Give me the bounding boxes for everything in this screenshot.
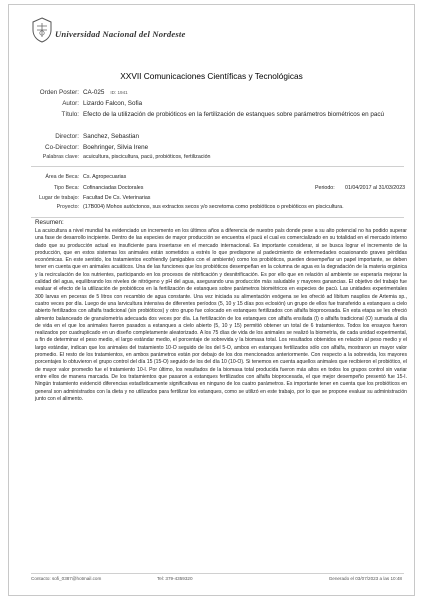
- proyecto-value: (17B004) Mohos autóctonos, sus extractos secos y/o secretoma como probióticos o prebióticos en piscicultura.: [83, 204, 344, 210]
- area-beca-value: Cs. Agropecuarias: [83, 174, 127, 180]
- orden-poster-label: Orden Poster:: [39, 89, 79, 96]
- codirector-value: Boehringer, Silvia Irene: [83, 144, 149, 151]
- resumen-text: La acuicultura a nivel mundial ha evidenciado un incremento en los últimos años a diferencia de nuestro país donde pese a su alto potencial no ha podido superar una fase de desarrollo incipiente. Dentro de las especies de mayor producción se encuentra el pacú el cual es comercializado en su totalidad en el mercado interno dado que su producción actual es insuficiente para insertarse en el mercado internacional. Es importante considerar, si se busca lograr el incremento de la producción, que en estos sistemas los animales están sometidos a estrés lo que predispone al padecimiento de enfermedades ocasionando graves pérdidas económicas. En este sentido, los tratamientos ecofriendly (amigables con el ambiente) como los probióticos, pueden desempeñar un papel importante, se deben tener en cuenta que en animales acuáticos. Una de las funciones que los probióticos desempeñan en la columna de agua es la degradación de la materia orgánica y la recirculación de los nutrientes, participando en los procesos de nitrificación y desnitrificación. Es por ello que en relación al ambiente se esperaría mejorar la calidad del agua, equilibrando los niveles de nitrógeno y pH del agua, asegurando una producción más saludable y mayores ganancias. El objetivo del trabajo fue evaluar el efecto de la utilización de probióticos en la fertilización de estanques sobre parámetros biométricos en especies de pacú. Las unidades experimentales 300 larvas en peceras de 5 litros con recambio de agua constante. Una vez iniciada su alimentación exógena se les ofreció ad libitum nauplios de Artemia sp., cuatro veces por día. Luego de una larvicultura intensiva de diferentes períodos (5, 10 y 15 días pos eclosión) un grupo de ellos fue transferido a estanques a cielo abierto fertilizados con alfalfa tradicional (sin probióticos) y otro grupo fue colocado en estanques fertilizados con alfalfa bioprocesada. En esta etapa se les ofreció alimento balanceado de granulometría adecuada dos veces por día. La fertilización de los estanques con alfalfa ensilada (I) o alfalfa tradicional (O) sumada al día de vida en el que los animales fueron pasados a estanques a cielo abierto (5, 10 y 15) permitió obtener un total de 6 tratamientos. Todos los ensayos fueron realizados por cuadruplicado en un diseño completamente aleatorizado. A los 75 días de vida de los animales se realizó la biometría, de cada unidad experimental, a fin de determinar el peso medio, el largo estándar medio, el porcentaje de sobrevida y la biomasa total. Los resultados obtenidos en relación al peso medio y el largo estándar, indican que los animales del tratamiento 10-O seguido de los del 5-O, ambos en estanques fertilizados sólo con alfalfa, mostraron un mayor valor promedio. El resto de los tratamientos, en ambos parámetros están por debajo de los dos mencionados anteriormente. Con respecto a la sobrevida, los mayores porcentajes lo obtuvieron el grupo control del día 15 (15-O) seguido de los del día 10 (10-O). Si tenemos en cuenta aquellos animales que recibieron el probiótico, el de mayor valor promedio fue el tratamiento 10-I. Por último, los resultados de la biomasa total producida fueron más altos en todos los grupos control sin variar entre ellos de manera marcada. De los tratamientos que pasaron a estanques fertilizados con alfalfa bioprocesada, el que mejor desempeño presentó fue 15-I. Ningún tratamiento evidenció diferencias estadísticamente significativas en ninguno de los cuatro parámetros. Es importante tener en cuenta que los probióticos en general son administrados con la dieta y no utilizados para fertilizar los estanques, como se utilizó en este trabajo, por lo que se propone evaluar su administración junto con el alimento.: [35, 228, 407, 402]
- lugar-trabajo-label: Lugar de trabajo:: [38, 195, 79, 201]
- director-label: Director:: [55, 133, 79, 140]
- footer-phone: Tel: 379-4359320: [157, 576, 193, 581]
- resumen-label: Resumen:: [35, 219, 64, 226]
- periodo-label: Periodo:: [315, 185, 335, 191]
- poster-page: [8, 4, 415, 596]
- tipo-beca-label: Tipo Beca:: [53, 185, 79, 191]
- director-value: Sanchez, Sebastian: [83, 133, 140, 140]
- orden-poster-value: [83, 89, 128, 96]
- area-beca-label: Área de Beca:: [45, 174, 79, 180]
- periodo-value: 01/04/2017 al 31/03/2023: [345, 185, 406, 191]
- footer-generated: Generado el 03/07/2023 a las 10:48: [328, 576, 402, 581]
- university-crest-icon: [31, 17, 53, 43]
- autor-value: Lizardo Falcon, Sofia: [83, 100, 143, 107]
- section-divider: [31, 166, 404, 167]
- titulo-value: Efecto de la utilización de probióticos en la fertilización de estanques sobre parámetros biométricos en pacú: [83, 111, 385, 118]
- tipo-beca-value: Cofinanciadas Doctorales: [83, 185, 144, 191]
- footer-divider: [31, 573, 404, 574]
- palabras-clave-value: acuicultura, piscicultura, pacú, probióticos, fertilización: [83, 154, 211, 160]
- palabras-clave-label: Palabras clave:: [42, 154, 79, 160]
- footer-contact: Contacto: sofi_0387@hotmail.com: [31, 576, 102, 581]
- section-divider: [31, 217, 404, 218]
- poster-id: ID: 1941: [110, 90, 128, 95]
- codirector-label: Co-Director:: [45, 144, 79, 151]
- orden-poster-code: CA-025: [83, 89, 105, 96]
- titulo-label: Título:: [61, 111, 79, 118]
- university-name: Universidad Nacional del Nordeste: [55, 29, 186, 39]
- proyecto-label: Proyecto:: [56, 204, 79, 210]
- autor-label: Autor:: [62, 100, 79, 107]
- congress-title: XXVII Comunicaciones Científicas y Tecnológicas: [120, 71, 303, 81]
- lugar-trabajo-value: Facultad De Cs. Veterinarias: [83, 195, 151, 201]
